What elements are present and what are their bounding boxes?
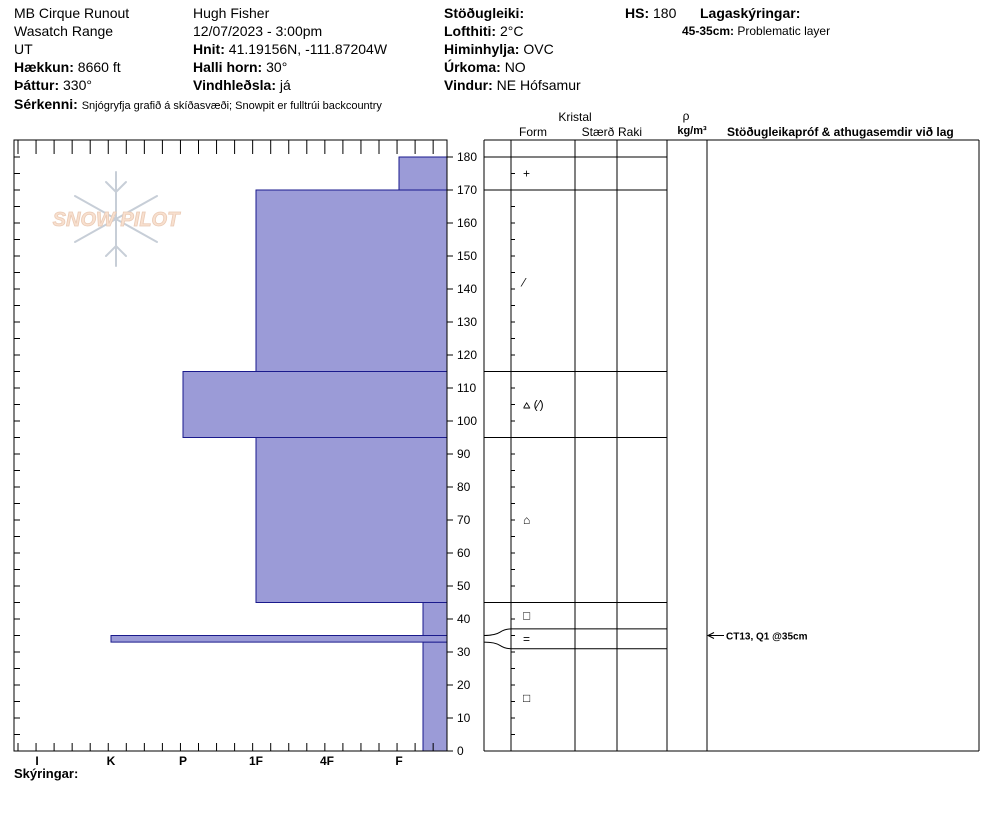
y-tick-label: 100: [457, 414, 478, 428]
wind-label: Vindur:: [444, 77, 493, 93]
col-size: Stærð: [581, 125, 615, 139]
x-tick-label: F: [395, 754, 403, 768]
hardness-layer: [256, 190, 447, 372]
hardness-layer: [423, 603, 447, 636]
layer-notes-range: 45-35cm:: [682, 24, 735, 38]
layer-grid: [484, 140, 979, 751]
col-form: Form: [519, 125, 547, 139]
precip-label: Úrkoma:: [444, 59, 501, 75]
y-tick-label: 30: [457, 645, 471, 659]
y-tick-label: 0: [457, 744, 464, 758]
hs-value: 180: [653, 5, 677, 21]
grain-form-symbol: ⩟ (⁄): [523, 397, 544, 412]
aspect-label: Þáttur:: [14, 77, 60, 93]
y-tick-label: 40: [457, 612, 471, 626]
hardness-layers: [111, 157, 447, 751]
hardness-layer: [183, 372, 447, 438]
logo-text: SNOW PILOT: [52, 209, 180, 231]
coords-value: 41.19156N, -111.87204W: [228, 41, 388, 57]
grain-form-symbol: ⁄: [523, 275, 526, 290]
y-tick-label: 50: [457, 579, 471, 593]
precip-value: NO: [504, 59, 526, 75]
legend-label: Skýringar:: [14, 766, 79, 781]
layer-connector: [484, 642, 511, 649]
observer: Hugh Fisher: [193, 5, 270, 21]
hardness-layer: [423, 642, 447, 751]
x-tick-label: 1F: [248, 754, 264, 768]
col-density: kg/m³: [677, 125, 707, 137]
hardness-layer: [111, 636, 447, 643]
x-tick-label: I: [35, 754, 39, 768]
location: MB Cirque Runout: [14, 5, 130, 21]
slope-value: 30°: [266, 59, 288, 75]
layer-notes-title: Lagaskýringar:: [700, 5, 801, 21]
col-rho: ρ: [682, 109, 690, 123]
hs-label: HS:: [625, 5, 650, 21]
y-tick-label: 90: [457, 447, 471, 461]
aspect-value: 330°: [63, 77, 92, 93]
grain-form-symbol: +: [523, 166, 531, 181]
col-moisture: Raki: [617, 125, 643, 139]
features-label: Sérkenni:: [14, 96, 78, 112]
grain-form-symbol: =: [523, 631, 531, 646]
y-tick-label: 180: [457, 150, 478, 164]
grain-forms: [520, 167, 544, 706]
y-tick-label: 150: [457, 249, 478, 263]
y-tick-label: 130: [457, 315, 478, 329]
y-tick-label: 110: [457, 381, 477, 395]
air-temp-value: 2°C: [499, 23, 524, 39]
grain-form-symbol: ⌂: [523, 513, 531, 527]
coords-label: Hnit:: [193, 41, 225, 57]
elevation-value: 8660 ft: [77, 59, 121, 75]
y-tick-label: 170: [457, 183, 478, 197]
y-tick-label: 60: [457, 546, 471, 560]
y-tick-label: 20: [457, 678, 471, 692]
wind-value: NE Hófsamur: [496, 77, 581, 93]
grain-form-symbol: □: [523, 691, 531, 706]
col-crystal: Kristal: [558, 110, 592, 124]
sky-label: Himinhylja:: [444, 41, 520, 57]
stability-tests: [708, 632, 808, 643]
layer-connector: [484, 629, 511, 636]
elevation-label: Hækkun:: [14, 59, 74, 75]
layer-notes-text: Problematic layer: [737, 24, 831, 38]
sky-value: OVC: [523, 41, 554, 57]
features-value: Snjógryfja grafið á skíðasvæði; Snowpit er fulltrúi backcountry: [81, 100, 382, 112]
grain-form-symbol: □: [523, 608, 531, 623]
datetime: 12/07/2023 - 3:00pm: [193, 23, 323, 39]
wind-loading-label: Vindhleðsla:: [193, 77, 276, 93]
slope-label: Halli horn:: [193, 59, 263, 75]
y-tick-label: 140: [457, 282, 478, 296]
col-tests: Stöðugleikapróf & athugasemdir við lag: [727, 125, 954, 139]
x-tick-label: P: [178, 754, 188, 768]
wind-loading-value: já: [279, 77, 291, 93]
air-temp-label: Lofthiti:: [444, 23, 497, 39]
hardness-layer: [256, 438, 447, 603]
range: Wasatch Range: [14, 23, 114, 39]
snowpilot-logo: [53, 172, 181, 266]
y-tick-label: 70: [457, 513, 471, 527]
x-tick-label: K: [106, 754, 116, 768]
x-tick-label: 4F: [319, 754, 335, 768]
hardness-layer: [399, 157, 447, 190]
state: UT: [14, 41, 33, 57]
y-tick-label: 80: [457, 480, 471, 494]
y-tick-label: 10: [457, 711, 471, 725]
test-result: CT13, Q1 @35cm: [726, 631, 808, 643]
y-tick-label: 120: [457, 348, 478, 362]
stability-label: Stöðugleiki:: [444, 5, 525, 21]
y-tick-label: 160: [457, 216, 478, 230]
